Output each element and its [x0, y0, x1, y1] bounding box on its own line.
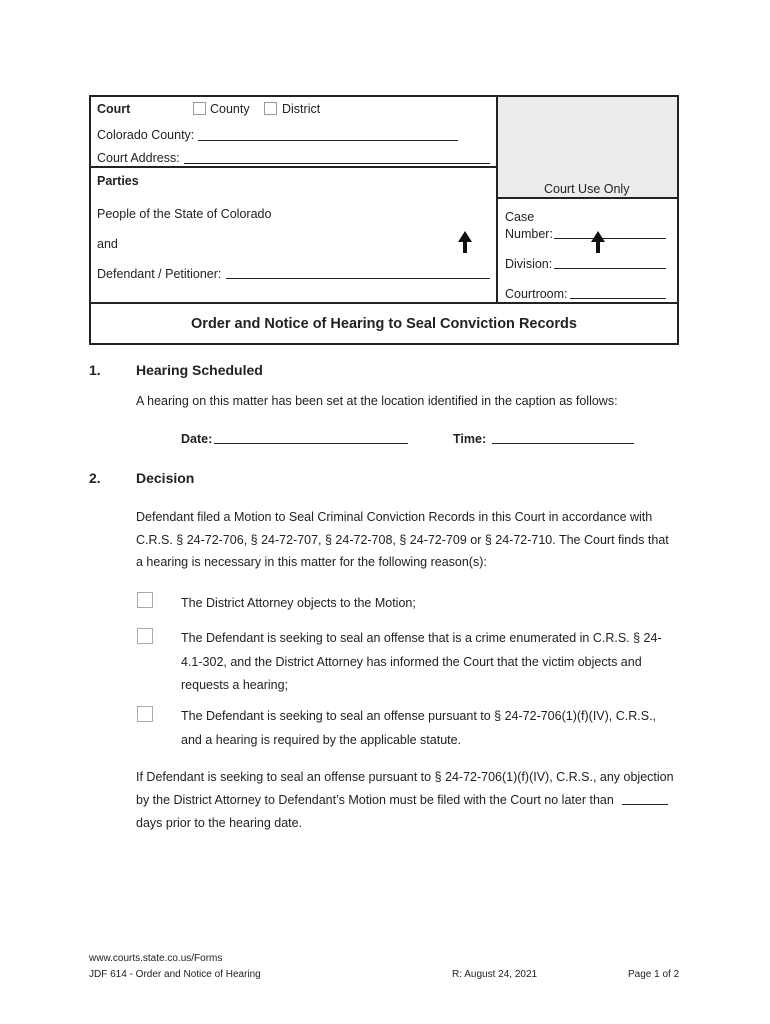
- county-checkbox[interactable]: [193, 102, 206, 115]
- case-number-field[interactable]: [554, 238, 666, 239]
- caption-left-bottom-box: [89, 166, 497, 304]
- case-number-label-line2: Number:: [505, 227, 553, 241]
- defendant-field[interactable]: [226, 278, 490, 279]
- court-address-label: Court Address:: [97, 151, 180, 165]
- reason2-text-line3: requests a hearing;: [181, 678, 289, 692]
- footer-url: www.courts.state.co.us/Forms: [89, 953, 223, 964]
- objection-note-line3: days prior to the hearing date.: [136, 816, 303, 830]
- up-arrow-icon: [457, 231, 473, 253]
- reason3-checkbox[interactable]: [137, 706, 153, 722]
- decision-paragraph-line3: a hearing is necessary in this matter for the following reason(s):: [136, 555, 487, 569]
- and-label: and: [97, 237, 118, 251]
- court-address-field[interactable]: [184, 163, 490, 164]
- decision-paragraph-line2: C.R.S. § 24-72-706, § 24-72-707, § 24-72-708, § 24-72-709 or § 24-72-710. The Court finds that: [136, 533, 669, 547]
- section1-heading: Hearing Scheduled: [136, 362, 263, 378]
- date-label: Date:: [181, 432, 213, 446]
- footer-page-number: Page 1 of 2: [628, 969, 680, 980]
- form-title: Order and Notice of Hearing to Seal Conviction Records: [191, 316, 577, 332]
- division-label: Division:: [505, 257, 553, 271]
- parties-label: Parties: [97, 174, 139, 188]
- colorado-county-field[interactable]: [198, 140, 458, 141]
- colorado-county-label: Colorado County:: [97, 128, 195, 142]
- county-option-label: County: [210, 102, 250, 116]
- people-label: People of the State of Colorado: [97, 207, 272, 221]
- reason1-checkbox[interactable]: [137, 592, 153, 608]
- district-option-label: District: [282, 102, 321, 116]
- objection-days-field[interactable]: [622, 804, 668, 805]
- court-use-only-label: Court Use Only: [544, 182, 630, 196]
- hearing-time-field[interactable]: [492, 443, 634, 444]
- objection-note-line1: If Defendant is seeking to seal an offense pursuant to § 24-72-706(1)(f)(IV), C.R.S., any objection: [136, 770, 674, 784]
- division-field[interactable]: [554, 268, 666, 269]
- district-checkbox[interactable]: [264, 102, 277, 115]
- reason3-text-line1: The Defendant is seeking to seal an offense pursuant to § 24-72-706(1)(f)(IV), C.R.S.,: [181, 709, 657, 723]
- defendant-label: Defendant / Petitioner:: [97, 267, 222, 281]
- time-label: Time:: [453, 432, 487, 446]
- footer-revision: R: August 24, 2021: [452, 969, 538, 980]
- footer-form-id: JDF 614 - Order and Notice of Hearing: [89, 969, 261, 980]
- reason2-text-line1: The Defendant is seeking to seal an offense that is a crime enumerated in C.R.S. § 24-: [181, 631, 662, 645]
- reason2-checkbox[interactable]: [137, 628, 153, 644]
- court-label: Court: [97, 102, 131, 116]
- courtroom-field[interactable]: [570, 298, 666, 299]
- courtroom-label: Courtroom:: [505, 287, 568, 301]
- reason1-text: The District Attorney objects to the Motion;: [181, 596, 416, 610]
- case-number-label-line1: Case: [505, 210, 535, 224]
- hearing-date-field[interactable]: [214, 443, 408, 444]
- reason2-text-line2: 4.1-302, and the District Attorney has informed the Court that the victim objects and: [181, 655, 642, 669]
- reason3-text-line2: and a hearing is required by the applicable statute.: [181, 733, 462, 747]
- up-arrow-icon: [590, 231, 606, 253]
- section2-number: 2.: [89, 470, 101, 486]
- section1-number: 1.: [89, 362, 101, 378]
- objection-note-line2: by the District Attorney to Defendant’s Motion must be filed with the Court no later than: [136, 793, 614, 807]
- decision-paragraph-line1: Defendant filed a Motion to Seal Criminal Conviction Records in this Court in accordance with: [136, 510, 653, 524]
- section1-text: A hearing on this matter has been set at the location identified in the caption as follows:: [136, 394, 618, 408]
- section2-heading: Decision: [136, 470, 195, 486]
